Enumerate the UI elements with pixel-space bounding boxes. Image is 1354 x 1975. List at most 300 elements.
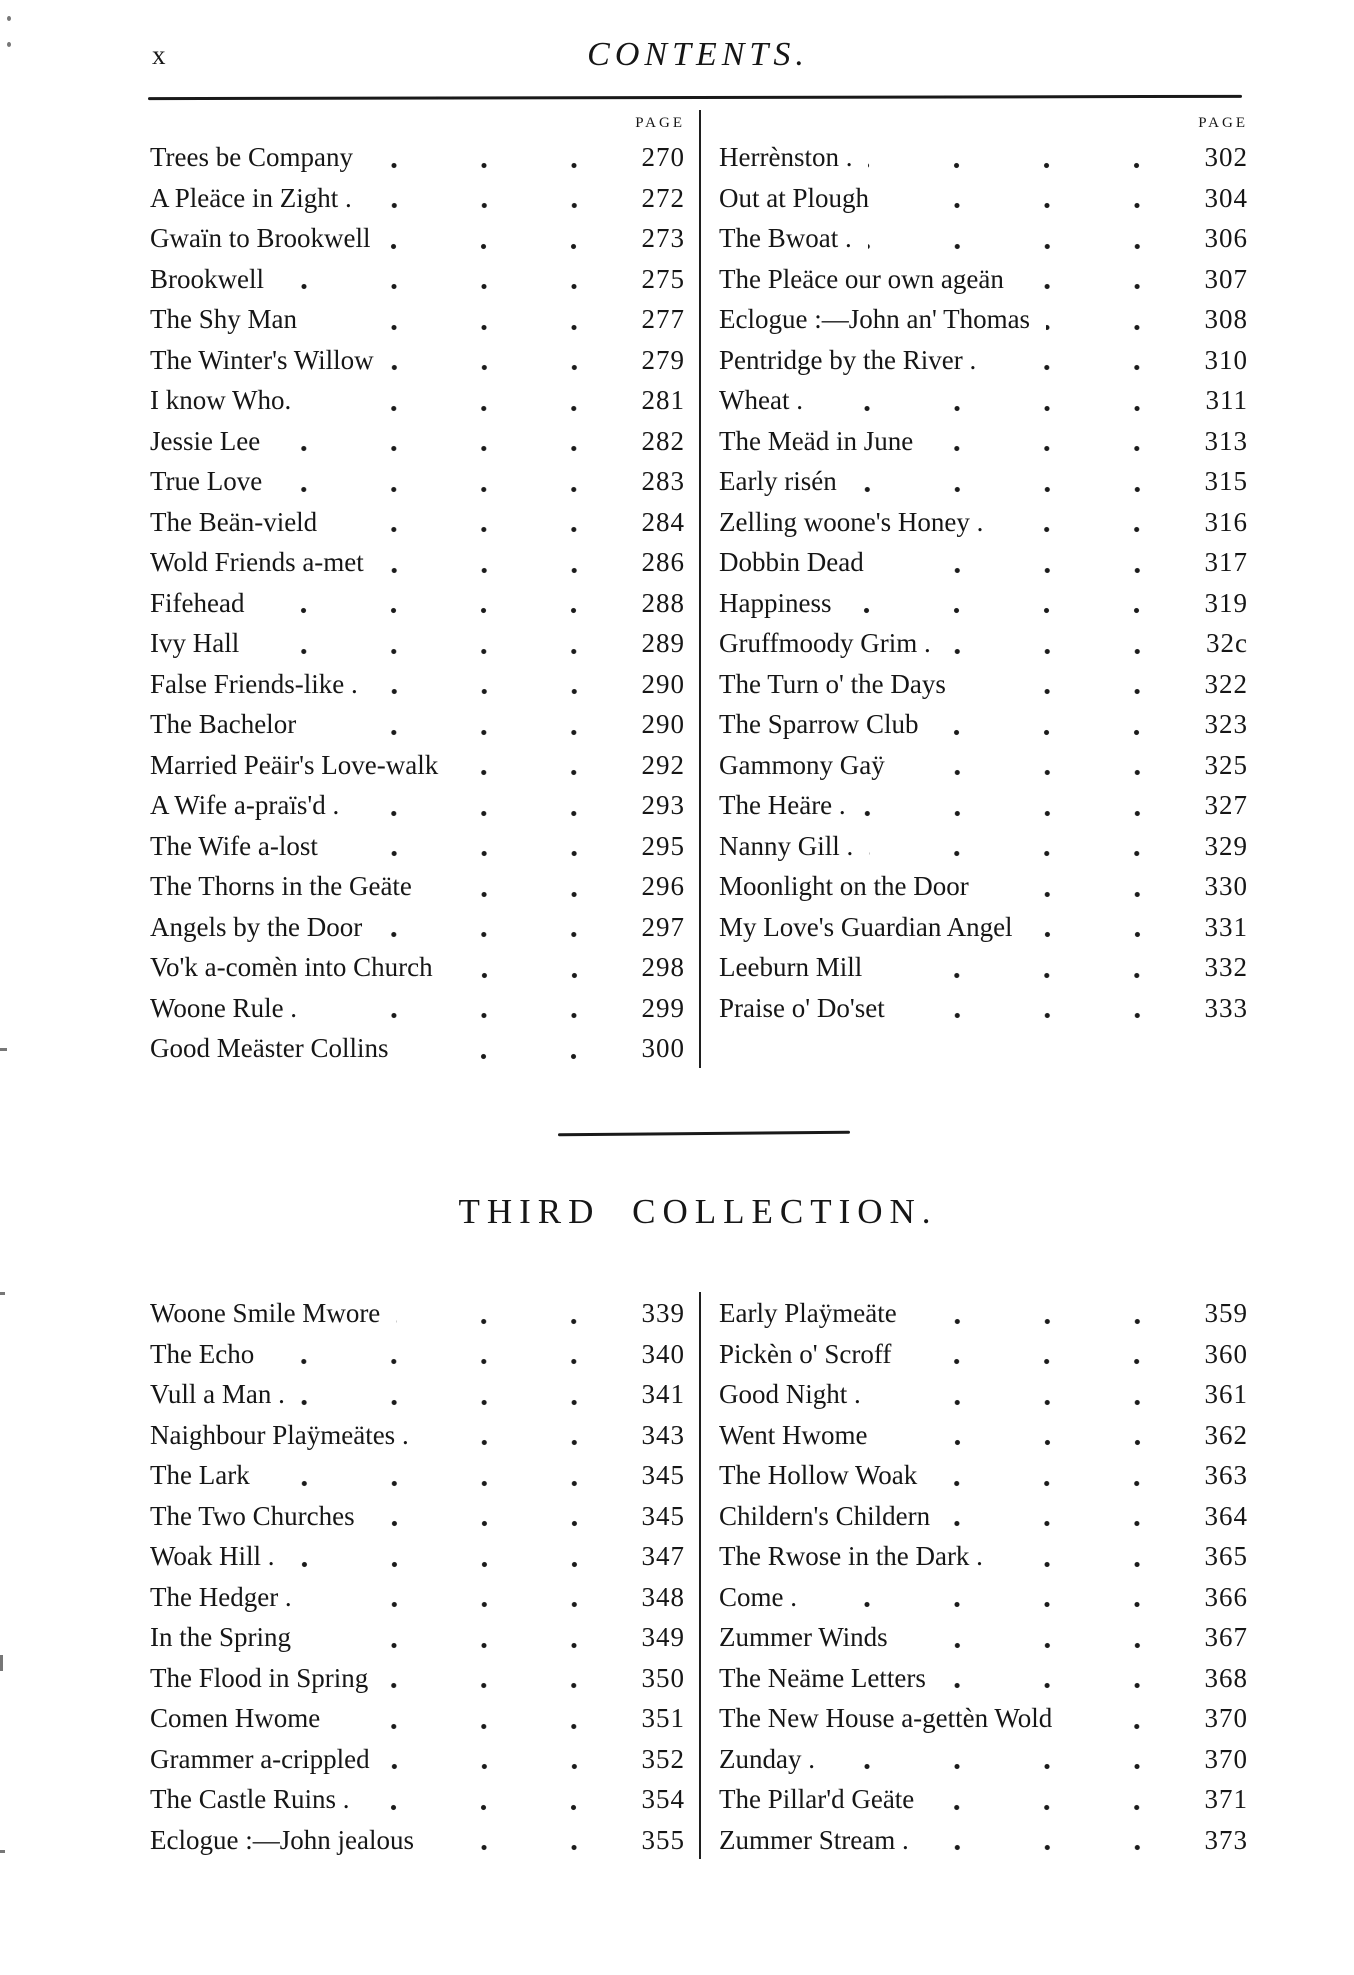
toc-entry-page: 355 — [641, 1824, 685, 1855]
toc-entry — [150, 1414, 685, 1455]
dot-leader — [390, 364, 619, 371]
toc-entry-page: 283 — [641, 466, 685, 497]
toc-entry-page: 284 — [641, 506, 685, 537]
toc-entry-title: Gammony Gaÿ — [719, 749, 885, 780]
toc-entry-page: 297 — [641, 911, 685, 942]
toc-entry-page: 367 — [1204, 1622, 1248, 1653]
toc-entry — [150, 177, 685, 218]
toc-entry — [150, 420, 685, 461]
toc-entry-page: 370 — [1204, 1743, 1248, 1774]
toc-entry-page: 322 — [1204, 668, 1248, 699]
toc-entry-title: Fifehead — [150, 587, 245, 618]
dot-leader — [930, 1804, 1182, 1811]
toc-entry — [150, 1373, 685, 1414]
toc-entry-title: Woone Smile Mwore — [150, 1298, 381, 1329]
toc-entry — [719, 420, 1248, 461]
dot-leader — [270, 1358, 619, 1365]
toc-entry-page: 332 — [1204, 952, 1248, 983]
toc-entry-title: The Hollow Woak — [719, 1460, 918, 1491]
toc-entry-title: The Echo — [150, 1338, 255, 1369]
toc-entry — [719, 744, 1248, 785]
toc-entry-page: 352 — [641, 1743, 685, 1774]
toc-entry — [719, 501, 1248, 542]
toc-entry — [150, 217, 685, 258]
dot-leader — [962, 688, 1182, 695]
scan-artifact — [0, 1292, 5, 1295]
toc-entry-title: Childern's Childern — [719, 1500, 931, 1531]
toc-entry-page: 317 — [1204, 547, 1248, 578]
toc-entry-title: Out at Plough — [719, 182, 870, 213]
dot-leader — [276, 445, 619, 452]
toc-entry-page: 364 — [1204, 1500, 1248, 1531]
toc-entry — [719, 784, 1248, 825]
toc-entry-page: 333 — [1204, 992, 1248, 1023]
dot-leader — [901, 769, 1182, 776]
toc-entry-title: Happiness — [719, 587, 832, 618]
toc-entry — [150, 1535, 685, 1576]
toc-entry-page: 366 — [1204, 1581, 1248, 1612]
toc-entry-page: 290 — [641, 668, 685, 699]
dot-leader — [454, 769, 619, 776]
toc-entry — [719, 298, 1248, 339]
toc-entry — [719, 946, 1248, 987]
toc-entry — [719, 1373, 1248, 1414]
toc-entry-title: The New House a-gettèn Wold — [719, 1703, 1053, 1734]
toc-entry — [719, 1454, 1248, 1495]
dot-leader — [260, 607, 619, 614]
toc-entry-title: Good Meäster Collins — [150, 1033, 389, 1064]
toc-entry-title: The Rwose in the Dark . — [719, 1541, 983, 1572]
toc-entry-title: Wold Friends a-met — [150, 547, 364, 578]
toc-entry-title: Angels by the Door — [150, 911, 363, 942]
toc-entry-page: 363 — [1204, 1460, 1248, 1491]
dot-leader — [386, 1763, 619, 1770]
toc-entry-title: Vull a Man . — [150, 1379, 285, 1410]
toc-entry-title: The Shy Man — [150, 304, 297, 335]
toc-entry-title: The Thorns in the Geäte — [150, 871, 412, 902]
toc-block-first — [150, 110, 1248, 1068]
dot-leader — [430, 1844, 619, 1851]
toc-entry-title: Naighbour Plaÿmeätes . — [150, 1419, 409, 1450]
dot-leader — [985, 891, 1182, 898]
dot-leader — [831, 1763, 1182, 1770]
toc-entry-page: 329 — [1204, 830, 1248, 861]
toc-entry-page: 359 — [1204, 1298, 1248, 1329]
dot-leader — [880, 567, 1182, 574]
toc-entry-page: 272 — [641, 182, 685, 213]
toc-entry-page: 273 — [641, 223, 685, 254]
toc-entry-page: 340 — [641, 1338, 685, 1369]
toc-entry-page: 345 — [641, 1500, 685, 1531]
toc-entry — [719, 825, 1248, 866]
toc-entry — [719, 663, 1248, 704]
toc-entry-page: 281 — [641, 385, 685, 416]
toc-entry-page: 302 — [1204, 142, 1248, 173]
toc-entry-title: True Love — [150, 466, 263, 497]
toc-entry — [150, 987, 685, 1028]
toc-entry-title: Eclogue :—John jealous — [150, 1824, 414, 1855]
toc-entry — [719, 1616, 1248, 1657]
toc-entry-page: 307 — [1204, 263, 1248, 294]
dot-leader — [913, 1318, 1182, 1325]
toc-entry-title: Moonlight on the Door — [719, 871, 969, 902]
toc-entry-page: 304 — [1204, 182, 1248, 213]
dot-leader — [308, 1601, 619, 1608]
toc-entry-page: 362 — [1204, 1419, 1248, 1450]
dot-leader — [428, 891, 619, 898]
toc-entry — [150, 541, 685, 582]
toc-entry-title: The Two Churches — [150, 1500, 355, 1531]
toc-entry-page: 365 — [1204, 1541, 1248, 1572]
dot-leader — [313, 1012, 619, 1019]
toc-rows — [150, 1292, 685, 1859]
dot-leader — [992, 364, 1182, 371]
dot-leader — [868, 243, 1182, 250]
toc-entry — [719, 703, 1248, 744]
toc-entry — [719, 1778, 1248, 1819]
toc-entry-page: 370 — [1204, 1703, 1248, 1734]
toc-entry-title: Gruffmoody Grim . — [719, 628, 931, 659]
toc-entry-title: The Bwoat . — [719, 223, 852, 254]
toc-column-left — [150, 1292, 699, 1859]
toc-entry-page: 292 — [641, 749, 685, 780]
toc-entry-page: 361 — [1204, 1379, 1248, 1410]
toc-entry-title: Good Night . — [719, 1379, 861, 1410]
toc-entry-page: 299 — [641, 992, 685, 1023]
toc-entry-title: The Turn o' the Days — [719, 668, 946, 699]
toc-entry — [150, 1616, 685, 1657]
toc-entry-page: 288 — [641, 587, 685, 618]
toc-entry — [719, 379, 1248, 420]
toc-entry-page: 330 — [1204, 871, 1248, 902]
toc-entry — [719, 460, 1248, 501]
toc-entry-page: 323 — [1204, 709, 1248, 740]
toc-entry-title: The Wife a-lost — [150, 830, 318, 861]
toc-entry-title: Married Peäir's Love-walk — [150, 749, 439, 780]
toc-entry-title: Zummer Stream . — [719, 1824, 909, 1855]
toc-entry-title: Brookwell — [150, 263, 264, 294]
toc-entry-page: 373 — [1204, 1824, 1248, 1855]
dot-leader — [847, 607, 1182, 614]
toc-entry — [150, 744, 685, 785]
toc-entry-title: Zunday . — [719, 1743, 815, 1774]
toc-entry-page: 347 — [641, 1541, 685, 1572]
dot-leader — [380, 567, 619, 574]
dot-leader — [999, 1561, 1182, 1568]
toc-entry — [150, 663, 685, 704]
toc-entry-title: The Pillar'd Geäte — [719, 1784, 915, 1815]
toc-entry-page: 360 — [1204, 1338, 1248, 1369]
toc-entry-title: Trees be Company — [150, 142, 353, 173]
dot-leader — [301, 1399, 619, 1406]
toc-entry-title: Zummer Winds — [719, 1622, 888, 1653]
toc-entry — [719, 541, 1248, 582]
toc-rows — [150, 136, 685, 1068]
dot-leader — [1020, 283, 1182, 290]
toc-entry — [150, 1738, 685, 1779]
toc-entry — [719, 1495, 1248, 1536]
toc-entry — [150, 582, 685, 623]
dot-leader — [1046, 324, 1182, 331]
toc-entry-title: False Friends-like . — [150, 668, 358, 699]
toc-entry-page: 300 — [641, 1033, 685, 1064]
toc-entry-title: My Love's Guardian Angel — [719, 911, 1013, 942]
toc-entry — [150, 1495, 685, 1536]
toc-entry-page: 349 — [641, 1622, 685, 1653]
dot-leader — [862, 810, 1182, 817]
scan-artifact — [0, 1048, 7, 1051]
toc-entry-page: 306 — [1204, 223, 1248, 254]
toc-entry — [719, 1697, 1248, 1738]
toc-entry-title: Eclogue :—John an' Thomas — [719, 304, 1031, 335]
toc-entry — [150, 1027, 685, 1068]
toc-entry-page: 289 — [641, 628, 685, 659]
dot-leader — [371, 1520, 619, 1527]
toc-entry-title: Herrènston . — [719, 142, 853, 173]
dot-leader — [813, 1601, 1182, 1608]
toc-entry-title: Vo'k a-comèn into Church — [150, 952, 433, 983]
toc-rows — [719, 136, 1248, 1027]
dot-leader — [291, 1561, 619, 1568]
dot-leader — [334, 850, 619, 857]
dot-leader — [819, 405, 1182, 412]
dot-leader — [869, 850, 1182, 857]
page-column-header: PAGE — [635, 115, 685, 131]
toc-entry-page: 371 — [1204, 1784, 1248, 1815]
toc-entry-title: The Neäme Letters — [719, 1662, 926, 1693]
toc-entry — [719, 217, 1248, 258]
dot-leader — [369, 162, 619, 169]
toc-entry-page: 339 — [641, 1298, 685, 1329]
toc-entry-page: 354 — [641, 1784, 685, 1815]
folio-page-number: x — [152, 40, 166, 70]
toc-entry-title: Pentridge by the River . — [719, 344, 977, 375]
dot-leader — [266, 1480, 619, 1487]
toc-entry — [150, 379, 685, 420]
toc-entry — [719, 865, 1248, 906]
toc-entry-page: 368 — [1204, 1662, 1248, 1693]
toc-entry — [150, 906, 685, 947]
toc-entry-page: 313 — [1204, 425, 1248, 456]
toc-entry — [150, 136, 685, 177]
toc-entry — [150, 1576, 685, 1617]
toc-column-right — [699, 110, 1248, 1068]
toc-entry-title: The Beän-vield — [150, 506, 318, 537]
toc-entry — [150, 1819, 685, 1860]
toc-column-right — [699, 1292, 1248, 1859]
dot-leader — [333, 526, 619, 533]
toc-entry-title: In the Spring — [150, 1622, 291, 1653]
toc-entry-title: The Bachelor — [150, 709, 297, 740]
dot-leader — [853, 486, 1182, 493]
toc-entry-page: 351 — [641, 1703, 685, 1734]
dot-leader — [368, 202, 619, 209]
toc-entry-title: The Castle Ruins . — [150, 1784, 350, 1815]
toc-entry-page: 343 — [641, 1419, 685, 1450]
toc-entry-page: 282 — [641, 425, 685, 456]
dot-leader — [307, 1642, 619, 1649]
toc-entry-title: Grammer a-crippled — [150, 1743, 370, 1774]
toc-entry-page: 279 — [641, 344, 685, 375]
dot-leader — [868, 162, 1182, 169]
toc-entry-page: 319 — [1204, 587, 1248, 618]
dot-leader — [904, 1642, 1182, 1649]
toc-entry-title: Jessie Lee — [150, 425, 261, 456]
toc-entry-page: 315 — [1204, 466, 1248, 497]
section-divider-rule — [558, 1131, 850, 1137]
toc-entry — [150, 946, 685, 987]
toc-entry-page: 311 — [1205, 385, 1248, 416]
toc-entry-page: 270 — [641, 142, 685, 173]
toc-entry — [719, 1414, 1248, 1455]
toc-entry-page: 341 — [641, 1379, 685, 1410]
toc-entry-title: Early risén — [719, 466, 837, 497]
toc-entry-title: Wheat . — [719, 385, 803, 416]
toc-entry — [150, 703, 685, 744]
toc-entry-title: The Heäre . — [719, 790, 846, 821]
dot-leader — [355, 810, 619, 817]
toc-entry — [719, 258, 1248, 299]
toc-entry — [719, 906, 1248, 947]
dot-leader — [1029, 931, 1182, 938]
toc-entry-title: Nanny Gill . — [719, 830, 854, 861]
dot-leader — [278, 486, 619, 493]
toc-entry-page: 295 — [641, 830, 685, 861]
dot-leader — [313, 324, 619, 331]
toc-entry-page: 290 — [641, 709, 685, 740]
toc-entry — [719, 177, 1248, 218]
toc-entry — [150, 298, 685, 339]
toc-entry-title: Woak Hill . — [150, 1541, 275, 1572]
dot-leader — [878, 972, 1182, 979]
toc-entry-title: The Flood in Spring — [150, 1662, 369, 1693]
dot-leader — [884, 1439, 1182, 1446]
toc-entry — [150, 825, 685, 866]
toc-entry-title: Leeburn Mill — [719, 952, 863, 983]
dot-leader — [885, 202, 1182, 209]
toc-entry-page: 331 — [1204, 911, 1248, 942]
dot-leader — [374, 688, 619, 695]
toc-entry-title: Ivy Hall — [150, 628, 240, 659]
toc-entry — [719, 1576, 1248, 1617]
toc-entry-title: The Winter's Willow — [150, 344, 374, 375]
toc-entry-page: 296 — [641, 871, 685, 902]
dot-leader — [386, 243, 619, 250]
dot-leader — [384, 1682, 619, 1689]
scan-artifact — [0, 1655, 3, 1671]
toc-entry — [719, 1292, 1248, 1333]
scan-artifact — [7, 42, 11, 47]
toc-entry — [719, 987, 1248, 1028]
dot-leader — [925, 1844, 1182, 1851]
toc-entry-title: Zelling woone's Honey . — [719, 506, 984, 537]
dot-leader — [934, 729, 1182, 736]
dot-leader — [378, 931, 619, 938]
scan-artifact — [7, 16, 11, 21]
dot-leader — [365, 1804, 619, 1811]
toc-entry-title: The Pleäce our own ageän — [719, 263, 1004, 294]
page-column-header: PAGE — [1198, 115, 1248, 131]
toc-entry-title: The Sparrow Club — [719, 709, 919, 740]
dot-leader — [1068, 1723, 1182, 1730]
dot-leader — [404, 1053, 619, 1060]
toc-entry-title: A Wife a-praïs'd . — [150, 790, 340, 821]
section-heading: THIRD COLLECTION. — [458, 1192, 938, 1231]
toc-entry — [150, 1454, 685, 1495]
dot-leader — [907, 1358, 1182, 1365]
dot-leader — [901, 1012, 1182, 1019]
toc-entry — [150, 501, 685, 542]
toc-entry-title: Went Hwome — [719, 1419, 868, 1450]
toc-entry-title: Comen Hwome — [150, 1703, 321, 1734]
toc-entry-title: I know Who. — [150, 385, 292, 416]
dot-leader — [280, 283, 619, 290]
dot-leader — [933, 1480, 1182, 1487]
dot-leader — [449, 972, 619, 979]
toc-entry — [719, 1535, 1248, 1576]
toc-rows — [719, 1292, 1248, 1859]
toc-entry — [719, 1738, 1248, 1779]
toc-entry-title: Early Plaÿmeäte — [719, 1298, 897, 1329]
toc-entry-title: Pickèn o' Scroff — [719, 1338, 892, 1369]
toc-entry — [719, 1657, 1248, 1698]
toc-entry-page: 298 — [641, 952, 685, 983]
toc-block-third-collection — [150, 1292, 1248, 1859]
toc-entry — [150, 339, 685, 380]
toc-entry-page: 327 — [1204, 790, 1248, 821]
dot-leader — [999, 526, 1182, 533]
toc-entry — [719, 339, 1248, 380]
toc-entry-title: Praise o' Do'set — [719, 992, 885, 1023]
toc-entry-page: 275 — [641, 263, 685, 294]
dot-leader — [877, 1399, 1182, 1406]
toc-entry-page: 348 — [641, 1581, 685, 1612]
toc-entry — [719, 582, 1248, 623]
dot-leader — [307, 405, 619, 412]
dot-leader — [312, 729, 619, 736]
toc-entry-page: 350 — [641, 1662, 685, 1693]
toc-entry — [150, 460, 685, 501]
dot-leader — [336, 1723, 619, 1730]
toc-entry-title: Come . — [719, 1581, 797, 1612]
toc-entry-title: The Lark — [150, 1460, 250, 1491]
toc-entry-page: 32c — [1206, 628, 1248, 659]
toc-entry-page: 325 — [1204, 749, 1248, 780]
toc-entry — [719, 1333, 1248, 1374]
dot-leader — [946, 1520, 1182, 1527]
page-title: CONTENTS. — [587, 36, 809, 73]
dot-leader — [396, 1318, 619, 1325]
header-rule — [148, 95, 1242, 100]
toc-entry — [719, 1819, 1248, 1860]
toc-entry-page: 308 — [1204, 304, 1248, 335]
toc-entry — [719, 136, 1248, 177]
toc-column-left — [150, 110, 699, 1068]
toc-entry-page: 286 — [641, 547, 685, 578]
dot-leader — [942, 1682, 1182, 1689]
toc-entry-title: The Meäd in June — [719, 425, 914, 456]
toc-entry — [150, 1697, 685, 1738]
toc-entry-title: The Hedger . — [150, 1581, 292, 1612]
toc-entry-title: A Pleäce in Zight . — [150, 182, 352, 213]
dot-leader — [929, 445, 1182, 452]
toc-entry-page: 316 — [1204, 506, 1248, 537]
dot-leader — [947, 648, 1182, 655]
toc-entry-page: 345 — [641, 1460, 685, 1491]
toc-entry-page: 310 — [1204, 344, 1248, 375]
toc-entry-title: Dobbin Dead — [719, 547, 864, 578]
toc-entry — [150, 865, 685, 906]
